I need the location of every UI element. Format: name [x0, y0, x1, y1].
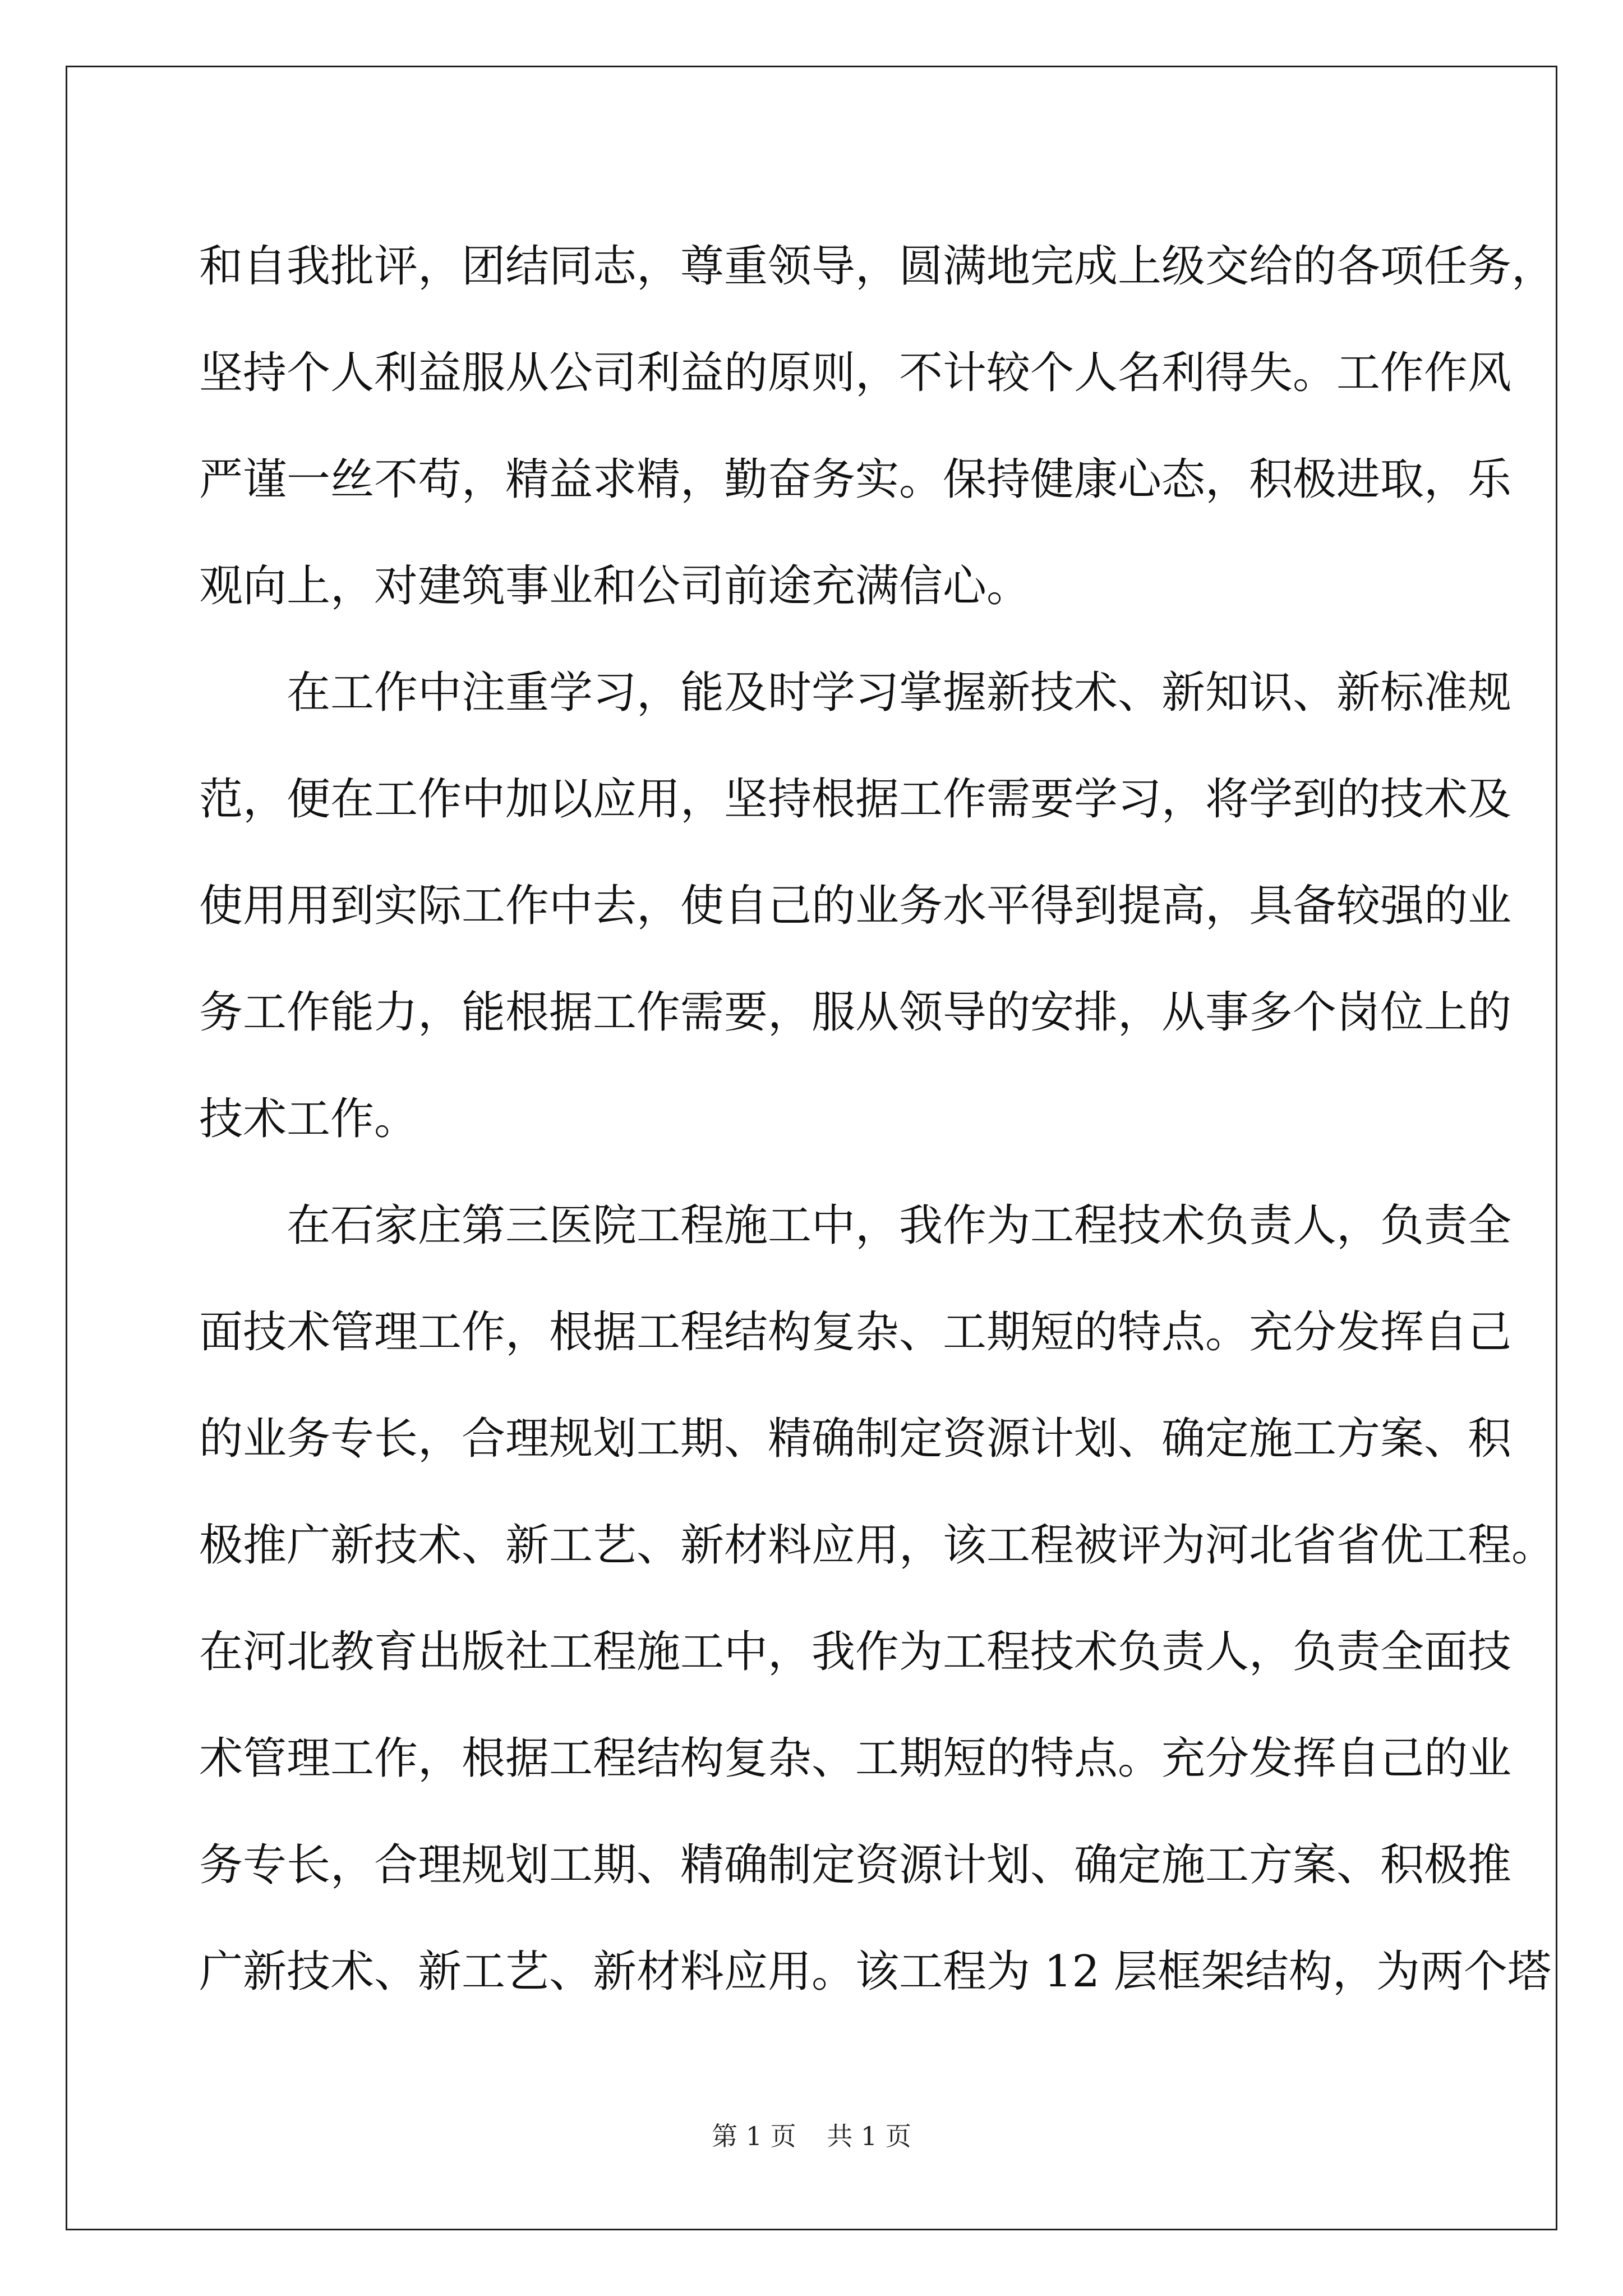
- text-line: 广新技术、新工艺、新材料应用。该工程为 12 层框架结构，为两个塔: [199, 1947, 1551, 1997]
- text-line: 使用用到实际工作中去，使自己的业务水平得到提高，具备较强的业: [199, 881, 1512, 931]
- text-line: 在河北教育出版社工程施工中，我作为工程技术负责人，负责全面技: [199, 1627, 1512, 1677]
- page-number: 第 1 页: [712, 2121, 796, 2151]
- page-footer: [0, 2119, 1623, 2153]
- text-line: 极推广新技术、新工艺、新材料应用，该工程被评为河北省省优工程。: [199, 1520, 1556, 1571]
- text-line: 在工作中注重学习，能及时学习掌握新技术、新知识、新标准规: [199, 668, 1512, 718]
- document-body: [199, 213, 1556, 2025]
- text-line: 面技术管理工作，根据工程结构复杂、工期短的特点。充分发挥自己: [199, 1307, 1512, 1358]
- text-line: 和自我批评，团结同志，尊重领导，圆满地完成上级交给的各项任务，: [199, 241, 1556, 292]
- text-line: 的业务专长，合理规划工期、精确制定资源计划、确定施工方案、积: [199, 1414, 1512, 1464]
- text-line: 务工作能力，能根据工作需要，服从领导的安排，从事多个岗位上的: [199, 987, 1512, 1038]
- text-line: 范，便在工作中加以应用，坚持根据工作需要学习，将学到的技术及: [199, 774, 1512, 825]
- text-line: 技术工作。: [199, 1094, 418, 1144]
- text-line: 观向上，对建筑事业和公司前途充满信心。: [199, 561, 1031, 611]
- text-line: 坚持个人利益服从公司利益的原则，不计较个人名利得失。工作作风: [199, 348, 1512, 398]
- text-line: 术管理工作，根据工程结构复杂、工期短的特点。充分发挥自己的业: [199, 1733, 1512, 1784]
- page-total: 共 1 页: [827, 2121, 911, 2151]
- text-line: 务专长，合理规划工期、精确制定资源计划、确定施工方案、积极推: [199, 1840, 1512, 1890]
- text-line: 严谨一丝不苟，精益求精，勤奋务实。保持健康心态，积极进取，乐: [199, 454, 1512, 505]
- text-line: 在石家庄第三医院工程施工中，我作为工程技术负责人，负责全: [199, 1200, 1512, 1251]
